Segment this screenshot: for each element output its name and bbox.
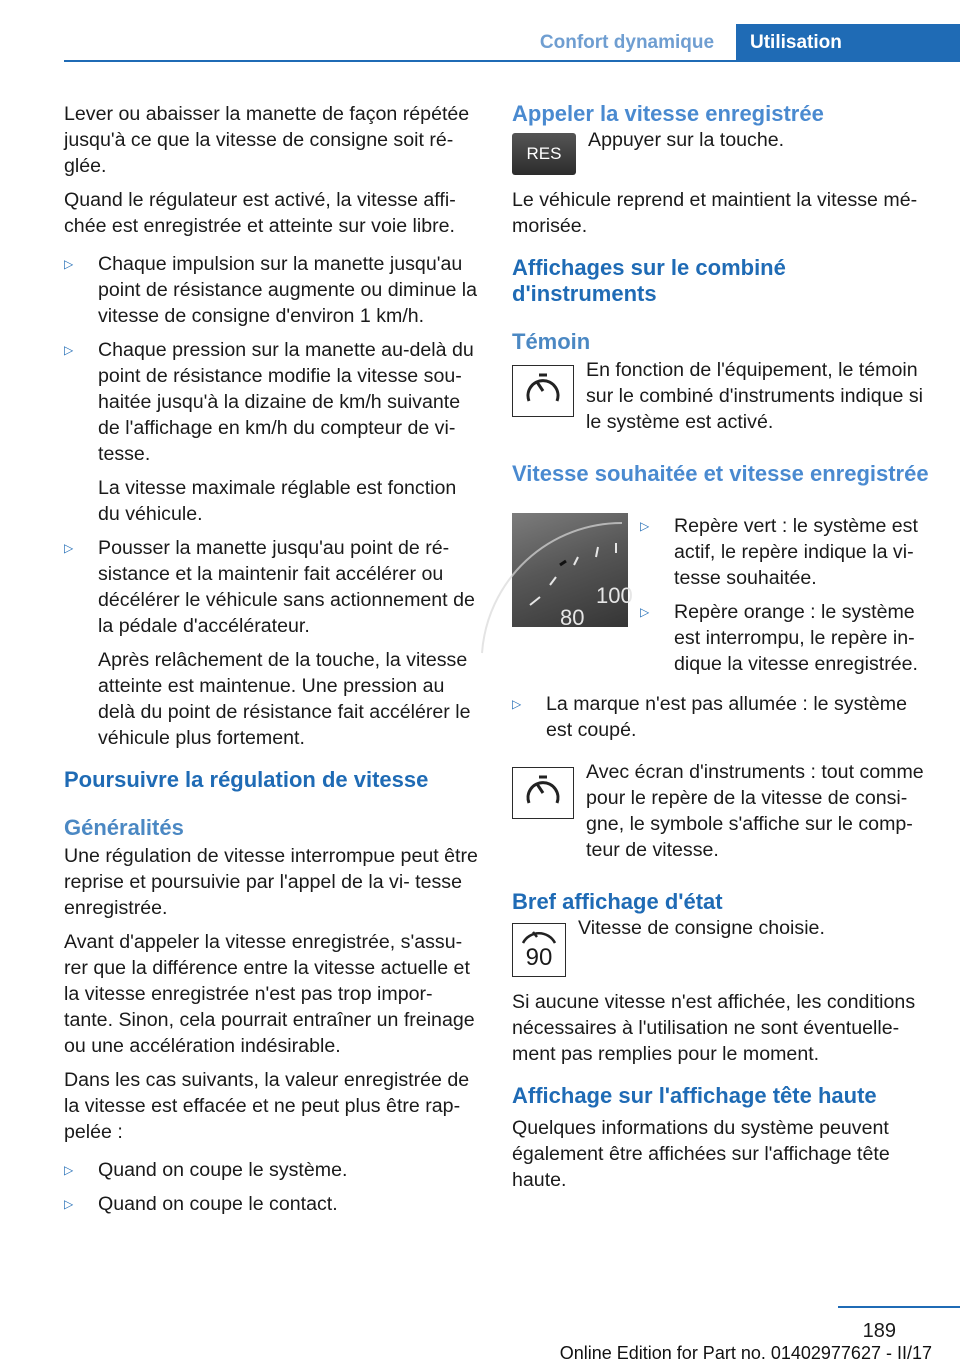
header-chapter-tab: Utilisation <box>736 24 960 62</box>
speedometer-image <box>512 513 633 630</box>
vitesse-block <box>512 513 930 685</box>
bref-paragraph: Si aucune vitesse n'est affichée, les conditions nécessaires à l'utilisation ne sont éventuelle- ment pas remplies pour le moment. <box>512 991 916 1065</box>
intro-paragraph-2: Quand le régulateur est activé, la vitesse affi- chée est enregistrée et atteinte sur voie libre. <box>64 189 456 237</box>
bullet-item <box>640 513 930 591</box>
heading-bref: Bref affichage d'état <box>512 889 723 914</box>
bullet-text: Pousser la manette jusqu'au point de ré- sistance et la maintenir fait accélérer ou décélérer le véhicule sans actionnement de la pédale d'accélérateur. <box>98 537 475 637</box>
ecran-text: Avec écran d'instruments : tout comme pour le repère de la vitesse de consi- gne, le symbole s'affiche sur le comp- teur de vitesse. <box>586 761 924 861</box>
cruise-control-indicator-icon <box>512 365 574 417</box>
tete-haute-paragraph: Quelques informations du système peuvent également être affichées sur l'affichage tête haute. <box>512 1117 890 1191</box>
bullet-text: Repère orange : le système est interrompu, le repère in- dique la vitesse enregistrée. <box>674 601 918 675</box>
bullet-item <box>64 337 480 527</box>
bullet-item <box>640 599 930 677</box>
bullet-text: Quand on coupe le système. <box>98 1159 348 1181</box>
generalites-paragraph-1: Une régulation de vitesse interrompue peut être reprise et poursuivie par l'appel de la vi- tesse enregistrée. <box>64 845 478 919</box>
heading-temoin: Témoin <box>512 329 591 354</box>
speed-setpoint-icon <box>512 923 566 977</box>
bullet-item <box>64 1191 480 1217</box>
ecran-text-spacer <box>512 837 930 863</box>
bullet-text: Repère vert : le système est actif, le repère indique la vi- tesse souhaitée. <box>674 515 918 589</box>
res-button-icon: RES <box>512 133 576 175</box>
page-number: 189 <box>862 1320 896 1342</box>
header-section-tab: Confort dynamique <box>539 32 715 53</box>
triangle-bullet-icon: ▷ <box>64 541 74 555</box>
bullet-item <box>64 1157 480 1183</box>
heading-affichages: Affichages sur le combiné d'instruments <box>512 255 786 306</box>
speed-setpoint-value: 90 <box>525 944 553 971</box>
bullet-item <box>64 251 480 329</box>
triangle-bullet-icon: ▷ <box>64 257 74 271</box>
footer-rule <box>838 1306 960 1308</box>
triangle-bullet-icon: ▷ <box>640 605 650 619</box>
appeler-text: Appuyer sur la touche. <box>588 129 785 151</box>
heading-poursuivre: Poursuivre la régulation de vitesse <box>64 767 429 792</box>
gauge-label-100: 100 <box>596 583 633 608</box>
ecran-block <box>512 759 930 861</box>
bullet-item <box>512 691 930 743</box>
intro-paragraph-1: Lever ou abaisser la manette de façon répétée jusqu'à ce que la vitesse de consigne soit ré- glée. <box>64 103 470 177</box>
header-rule <box>64 60 960 62</box>
edition-footer: Online Edition for Part no. 01402977627 - II/17 <box>559 1343 932 1363</box>
triangle-bullet-icon: ▷ <box>64 343 74 357</box>
bullet-text: Quand on coupe le contact. <box>98 1193 338 1215</box>
temoin-block <box>512 357 930 435</box>
gauge-label-80: 80 <box>560 605 585 630</box>
triangle-bullet-icon: ▷ <box>64 1163 74 1177</box>
bullet-text: Chaque pression sur la manette au-delà du point de résistance modifie la vitesse sou- haitée jusqu'à la dizaine de km/h suivante de l'affichage en km/h du compteur de vi- tesse. <box>98 339 474 465</box>
bullet-text: Chaque impulsion sur la manette jusqu'au point de résistance augmente ou diminue la vitesse de consigne d'environ 1 km/h. <box>98 253 478 327</box>
bullet-note: Après relâchement de la touche, la vitesse atteinte est maintenue. Une pression au delà du point de résistance fait accélérer le véhicule plus fortement. <box>98 649 471 749</box>
heading-appeler: Appeler la vitesse enregistrée <box>512 101 824 126</box>
res-block <box>512 129 930 175</box>
bullet-text: La marque n'est pas allumée : le système est coupé. <box>546 693 907 741</box>
right-column <box>512 101 930 1201</box>
bref-text: Vitesse de consigne choisie. <box>578 917 825 939</box>
generalites-paragraph-2: Avant d'appeler la vitesse enregistrée, s'assu- rer que la différence entre la vitesse actuelle et la vitesse enregistrée n'est pas trop impor- tante. Sinon, cela pourrait entraîner un freinage ou une accélération indésirable. <box>64 931 475 1057</box>
generalites-paragraph-3: Dans les cas suivants, la valeur enregistrée de la vitesse est effacée et ne peut plus être rap- pelée : <box>64 1069 470 1143</box>
bref-block <box>512 915 930 977</box>
triangle-bullet-icon: ▷ <box>64 1197 74 1211</box>
heading-vitesse: Vitesse souhaitée et vitesse enregistrée <box>512 461 929 486</box>
temoin-text: En fonction de l'équipement, le témoin sur le combiné d'instruments indique si le système est activé. <box>586 359 923 433</box>
left-column <box>64 101 480 1225</box>
bullet-item <box>64 535 480 751</box>
bullet-note: La vitesse maximale réglable est fonction du véhicule. <box>98 477 457 525</box>
heading-tete-haute: Affichage sur l'affichage tête haute <box>512 1083 877 1108</box>
triangle-bullet-icon: ▷ <box>640 519 650 533</box>
heading-generalites: Généralités <box>64 815 184 840</box>
triangle-bullet-icon: ▷ <box>512 697 522 711</box>
appeler-paragraph: Le véhicule reprend et maintient la vitesse mé- morisée. <box>512 189 918 237</box>
cruise-control-indicator-icon <box>512 767 574 819</box>
